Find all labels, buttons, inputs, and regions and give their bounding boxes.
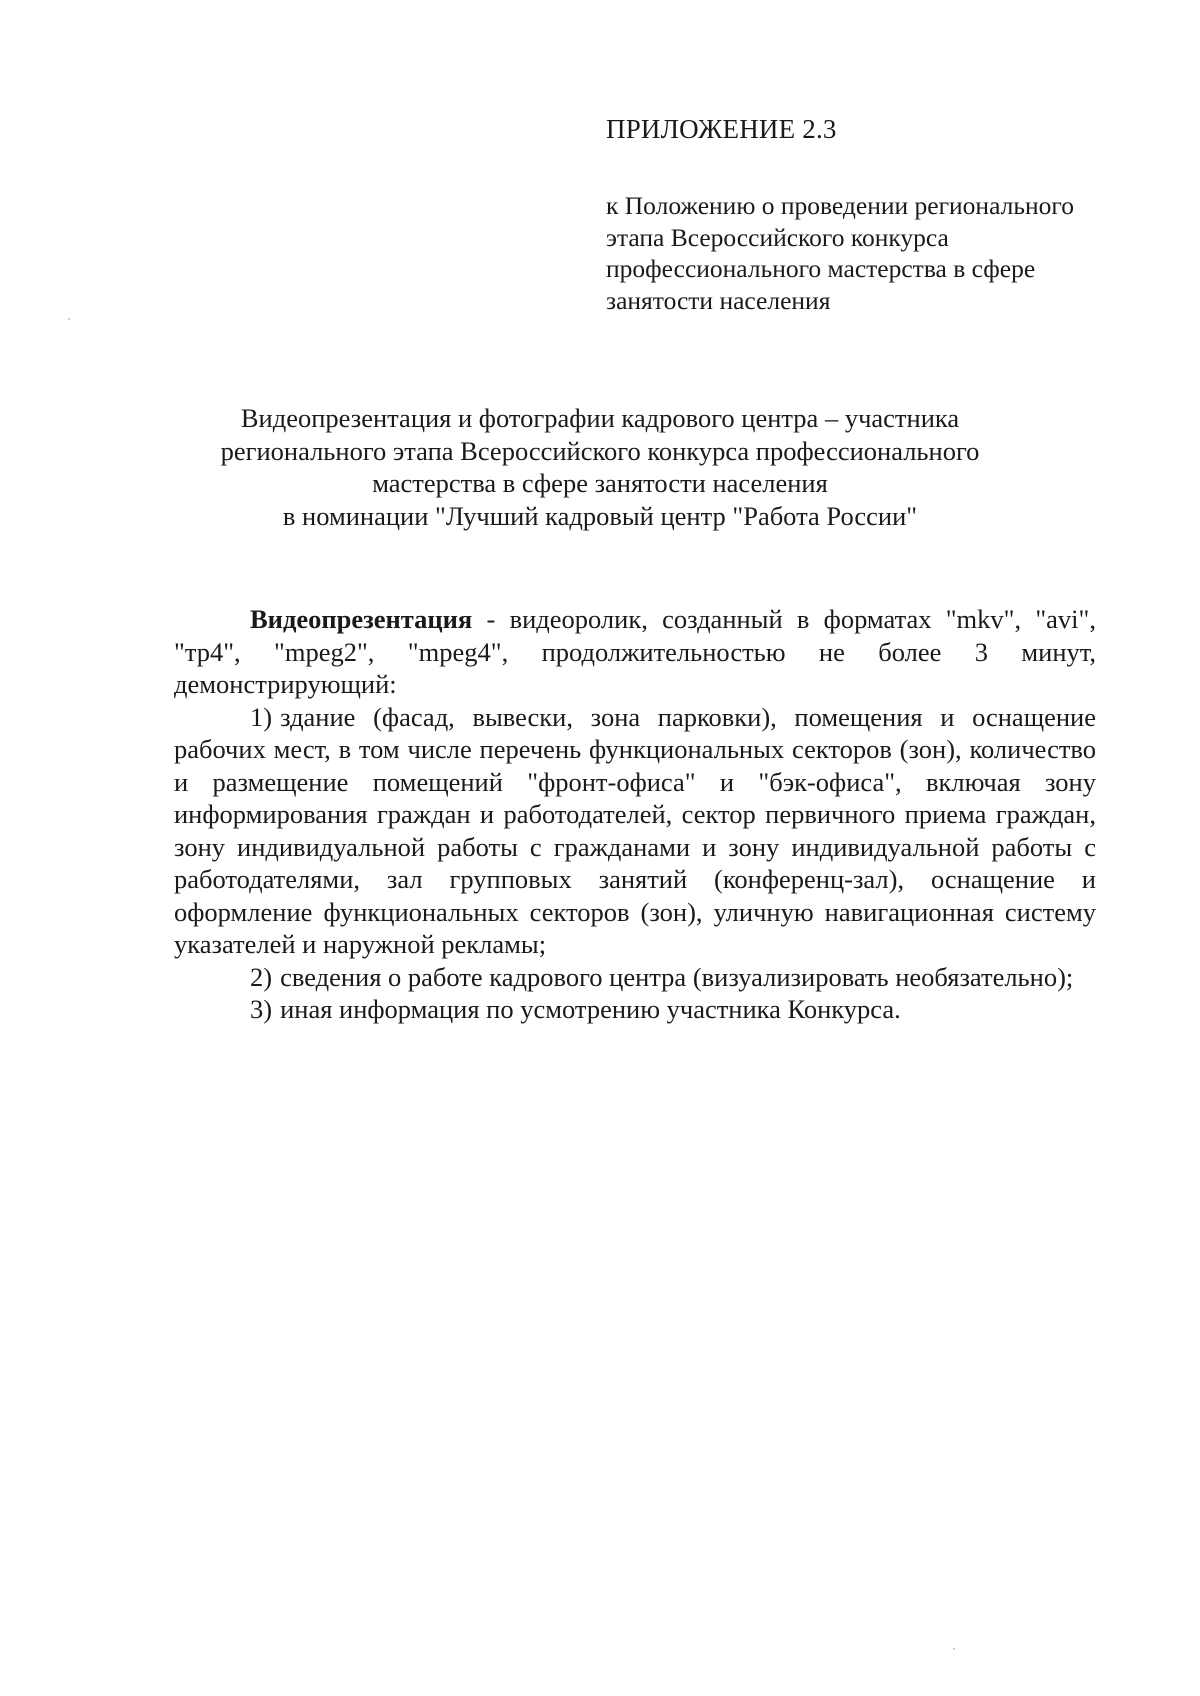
list-item	[174, 961, 1096, 994]
list-item-number: 3)	[250, 994, 273, 1024]
list-item-text: здание (фасад, вывески, зона парковки), помещения и оснащение рабочих мест, в том числе перечень функциональных секторов (зон), количество и размещение помещений "фронт-офиса" и "бэк-офиса", включая зону информирования граждан и работодателей, сектор первичного приема граждан, зону индивидуальной работы с гражданами и зону индивидуальной работы с работодателями, зал групповых занятий (конференц-зал), оснащение и оформление функциональных секторов (зон), уличную навигационная систему указателей и наружной рекламы;	[174, 701, 1096, 959]
list-item	[174, 993, 1096, 1026]
document-heading-line: Видеопрезентация и фотографии кадрового центра – участника	[240, 403, 960, 433]
appendix-reference-line: к Положению о проведении регионального	[606, 191, 1074, 220]
definition-term: Видеопрезентация	[250, 604, 473, 634]
appendix-reference-line: этапа Всероссийского конкурса	[606, 222, 949, 252]
appendix-reference-line: занятости населения	[606, 285, 831, 315]
document-heading-line: мастерства в сфере занятости населения	[372, 468, 828, 498]
scan-artifact	[953, 1648, 955, 1650]
appendix-reference	[606, 190, 1106, 316]
list-item-number: 2)	[250, 961, 273, 992]
document-body	[174, 603, 1096, 1026]
document-heading-line: в номинации "Лучший кадровый центр "Работа России"	[282, 500, 918, 531]
list-item-number: 1)	[250, 701, 273, 732]
list-item-text: иная информация по усмотрению участника Конкурса.	[280, 994, 901, 1024]
definition-text: - видеоролик, созданный в форматах "mkv", "avi", "тр4", "mpeg2", "mpeg4", продолжительностью не более 3 минут, демонстрирующий:	[174, 604, 1096, 699]
list-item	[174, 701, 1096, 961]
scan-artifact	[68, 318, 70, 320]
appendix-block	[606, 112, 1106, 316]
list-item-text: сведения о работе кадрового центра (визуализировать необязательно);	[280, 961, 1074, 992]
document-heading	[150, 402, 1050, 532]
appendix-reference-line: профессионального мастерства в сфере	[606, 254, 1036, 283]
document-heading-line: регионального этапа Всероссийского конкурса профессионального	[220, 435, 980, 466]
definition-paragraph	[174, 603, 1096, 701]
appendix-title: ПРИЛОЖЕНИЕ 2.3	[606, 114, 837, 144]
